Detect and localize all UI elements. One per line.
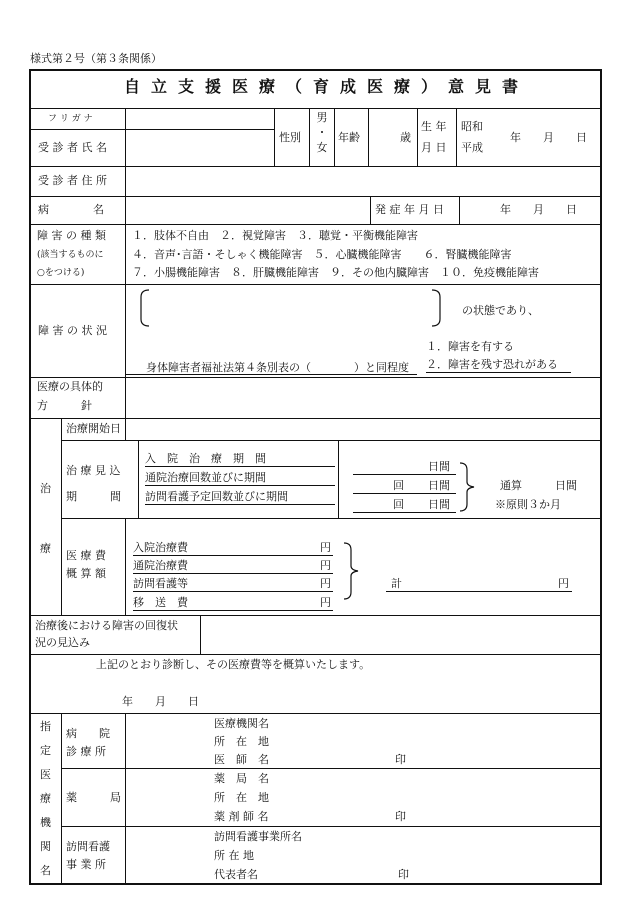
left-paren-bracket	[140, 289, 150, 327]
policy-label-1: 医療の具体的	[37, 380, 103, 393]
hospital-name-label: 医療機関名	[214, 717, 269, 730]
row-divider	[29, 166, 602, 167]
institution-section-char: 機	[40, 816, 51, 829]
treatment-section-char: 治	[40, 482, 51, 495]
pharmacy-label: 薬 局	[66, 791, 121, 804]
period-underline	[145, 504, 335, 505]
visiting-days-unit: 日間	[428, 498, 450, 511]
row-divider	[29, 108, 602, 109]
policy-label-2: 方 針	[37, 399, 92, 412]
column-divider	[125, 418, 126, 440]
row-divider	[29, 377, 602, 378]
outpatient-times-unit: 回	[393, 479, 404, 492]
period-underline	[145, 485, 335, 486]
sex-options: 男 ・ 女	[316, 111, 328, 154]
disability-type-options-1[interactable]: １．肢体不自由 ２．視覚障害 ３．聴覚・平衡機能障害	[132, 229, 418, 242]
visiting-cost-label: 訪問看護等	[133, 577, 188, 590]
disability-status-label: 障 害 の 状 況	[38, 324, 107, 337]
status-underline	[125, 374, 417, 375]
hospital-label-2: 診 療 所	[66, 745, 106, 758]
birth-date-format: 年 月 日	[510, 131, 587, 144]
disability-type-note1: (該当するものに	[37, 250, 104, 260]
pharmacist-name-label: 薬 剤 師 名	[214, 810, 269, 823]
column-divider	[338, 440, 339, 518]
pharmacy-name-label: 薬 局 名	[214, 772, 269, 785]
recovery-label-1: 治療後における障害の回復状	[35, 619, 178, 632]
birth-label-top: 生 年	[421, 120, 447, 133]
furigana-label: フ リ ガ ナ	[48, 114, 93, 124]
institution-section-char: 関	[40, 840, 51, 853]
column-divider	[370, 196, 371, 224]
patient-address-label: 受 診 者 住 所	[38, 174, 107, 187]
recovery-label-2: 況の見込み	[35, 636, 90, 649]
days-underline	[353, 474, 456, 475]
row-divider	[29, 713, 602, 714]
form-number: 様式第２号（第３条関係）	[30, 52, 162, 65]
visiting-count-label: 訪問看護予定回数並びに期間	[145, 490, 288, 503]
age-unit: 歳	[400, 131, 411, 144]
period-underline	[145, 466, 335, 467]
column-divider	[274, 108, 275, 166]
column-divider	[309, 108, 310, 166]
row-divider	[29, 284, 602, 285]
column-divider	[334, 108, 335, 166]
status-option-1[interactable]: １．障害を有する	[426, 340, 514, 353]
column-divider	[125, 518, 126, 615]
institution-section-char: 名	[40, 864, 51, 877]
column-divider	[200, 615, 201, 654]
disability-type-options-2[interactable]: ４．音声･言語・そしゃく機能障害 ５．心臓機能障害 ６．腎臓機能障害	[132, 248, 512, 261]
nursing-label-1: 訪問看護	[66, 840, 110, 853]
hospital-label-1: 病 院	[66, 727, 110, 740]
institution-section-char: 医	[40, 768, 51, 781]
representative-label: 代表者名	[214, 868, 258, 881]
column-divider	[61, 713, 62, 885]
disease-label: 病 名	[38, 203, 104, 216]
onset-date-format: 年 月 日	[500, 203, 577, 216]
principle-note: ※原則３か月	[495, 498, 561, 511]
column-divider	[138, 440, 139, 518]
nursing-label-2: 事 業 所	[66, 858, 106, 871]
row-divider	[61, 768, 602, 769]
total-cost-label: 計	[391, 577, 402, 590]
forecast-label-1: 治 療 見 込	[66, 464, 121, 477]
column-divider	[61, 418, 62, 615]
transport-cost-yen: 円	[320, 596, 331, 609]
equivalence-suffix: ）と同程度	[354, 361, 409, 374]
institution-section-char: 定	[40, 744, 51, 757]
row-divider	[61, 518, 602, 519]
period-brace	[459, 462, 479, 512]
column-divider	[368, 108, 369, 166]
inpatient-cost-label: 入院治療費	[133, 541, 188, 554]
certification-date: 年 月 日	[122, 695, 199, 708]
outpatient-cost-yen: 円	[320, 559, 331, 572]
days-underline	[353, 493, 456, 494]
transport-cost-label: 移 送 費	[133, 596, 188, 609]
onset-date-label: 発 症 年 月 日	[375, 203, 444, 216]
doctor-name-label: 医 師 名	[214, 753, 269, 766]
total-cost-underline	[386, 591, 572, 592]
forecast-label-2: 期 間	[66, 490, 121, 503]
era-heisei: 平成	[461, 141, 483, 154]
nursing-office-address-label: 所 在 地	[214, 849, 254, 862]
total-cost-yen: 円	[558, 577, 569, 590]
representative-seal: 印	[398, 868, 409, 881]
outpatient-count-label: 通院治療回数並びに期間	[145, 471, 266, 484]
sex-label: 性別	[279, 131, 301, 144]
column-divider	[459, 196, 460, 224]
outpatient-cost-label: 通院治療費	[133, 559, 188, 572]
hospital-address-label: 所 在 地	[214, 735, 269, 748]
disability-type-options-3[interactable]: ７．小腸機能障害 ８．肝臓機能障害 ９．その他内臓障害 １０．免疫機能障害	[132, 266, 539, 279]
row-divider	[29, 224, 602, 225]
institution-section-char: 指	[40, 720, 51, 733]
statement: 上記のとおり診断し、その医療費等を概算いたします。	[96, 658, 371, 671]
outpatient-days-unit: 日間	[428, 479, 450, 492]
column-divider	[125, 713, 126, 885]
column-divider	[125, 108, 126, 418]
row-divider	[29, 615, 602, 616]
column-divider	[456, 108, 457, 166]
pharmacist-seal: 印	[395, 810, 406, 823]
total-days-label: 通算 日間	[500, 479, 577, 492]
pharmacy-address-label: 所 在 地	[214, 791, 269, 804]
row-divider	[29, 196, 602, 197]
treatment-section-char: 療	[40, 542, 51, 555]
cost-underline	[133, 573, 333, 574]
disability-type-note2: ○をつける)	[37, 268, 85, 278]
visiting-times-unit: 回	[393, 498, 404, 511]
days-underline	[353, 512, 456, 513]
disability-type-label: 障 害 の 種 類	[37, 229, 106, 242]
era-showa: 昭和	[461, 120, 483, 133]
patient-name-label: 受 診 者 氏 名	[38, 141, 107, 154]
cost-brace	[343, 542, 363, 600]
row-divider	[29, 129, 274, 130]
inpatient-days-unit: 日間	[428, 460, 450, 473]
column-divider	[417, 108, 418, 166]
inpatient-period-label: 入 院 治 療 期 間	[145, 452, 266, 465]
treatment-start-label: 治療開始日	[66, 422, 121, 435]
inpatient-cost-yen: 円	[320, 541, 331, 554]
row-divider	[29, 654, 602, 655]
status-underline	[426, 372, 571, 373]
cost-underline	[133, 555, 333, 556]
row-divider	[29, 418, 602, 419]
doctor-seal: 印	[395, 753, 406, 766]
institution-section-char: 療	[40, 792, 51, 805]
cost-underline	[133, 591, 333, 592]
state-suffix: の状態であり、	[462, 304, 539, 317]
status-option-2[interactable]: ２．障害を残す恐れがある	[426, 358, 558, 371]
form-title: 自立支援医療（育成医療）意見書	[124, 77, 530, 96]
cost-label-1: 医 療 費	[66, 549, 106, 562]
cost-label-2: 概 算 額	[66, 567, 106, 580]
row-divider	[61, 826, 602, 827]
nursing-office-name-label: 訪問看護事業所名	[214, 830, 302, 843]
right-paren-bracket	[431, 289, 441, 327]
row-divider	[61, 440, 602, 441]
age-label: 年齢	[338, 131, 360, 144]
birth-label-bottom: 月 日	[421, 141, 447, 154]
cost-underline	[133, 610, 333, 611]
equivalence-prefix: 身体障害者福祉法第４条別表の（	[146, 361, 311, 374]
visiting-cost-yen: 円	[320, 577, 331, 590]
